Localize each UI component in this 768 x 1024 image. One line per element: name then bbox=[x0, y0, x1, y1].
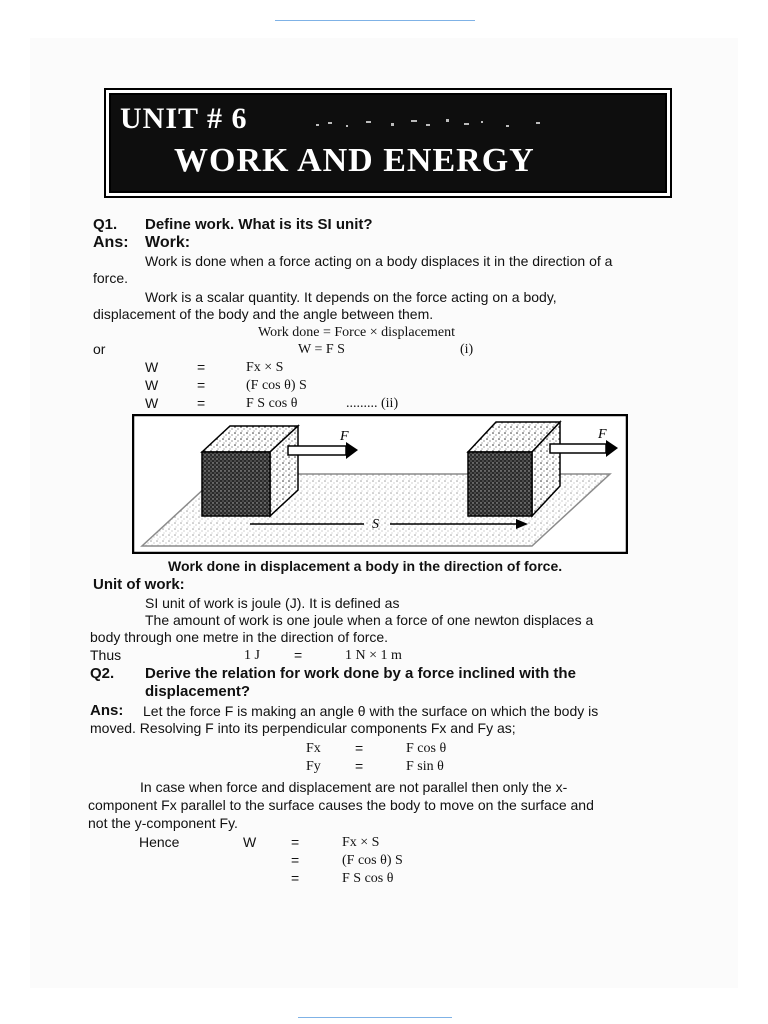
q2-para2-line2: component Fx parallel to the surface causes the body to move on the surface and bbox=[88, 797, 594, 813]
q1-para2-line2: displacement of the body and the angle between them. bbox=[93, 306, 434, 322]
q1-ans-heading: Work: bbox=[145, 234, 191, 251]
q2-component-x-lhs: Fx bbox=[306, 741, 321, 756]
q1-para2-line1: Work is a scalar quantity. It depends on the force acting on a body, bbox=[145, 289, 557, 305]
q1-row-lhs: W bbox=[145, 359, 159, 375]
q2-para2-line1: In case when force and displacement are not parallel then only the x- bbox=[140, 779, 568, 795]
q2-component-x-eq: = bbox=[355, 740, 364, 756]
unit-title: WORK AND ENERGY bbox=[174, 142, 535, 179]
q1-equation-1-number: (i) bbox=[460, 342, 474, 357]
q2-component-y-eq: = bbox=[355, 758, 364, 774]
q2-component-y-lhs: Fy bbox=[306, 759, 321, 774]
q1-row-rhs: (F cos θ) S bbox=[246, 378, 307, 393]
force-label-2: F bbox=[598, 427, 607, 442]
q2-para1-line2: moved. Resolving F into its perpendicular components Fx and Fy as; bbox=[90, 720, 516, 736]
unit-banner bbox=[104, 88, 672, 198]
unit-of-work-heading: Unit of work: bbox=[93, 576, 185, 593]
q1-label: Q1. bbox=[93, 216, 118, 233]
q1-row-rhs: F S cos θ bbox=[246, 396, 298, 411]
q1-equation-work-done: Work done = Force × displacement bbox=[258, 325, 455, 340]
unit-line-3: body through one metre in the direction of force. bbox=[90, 629, 389, 645]
q1-row-rhs: Fx × S bbox=[246, 360, 284, 375]
q1-equation-1: W = F S bbox=[298, 342, 345, 357]
force-label-1: F bbox=[340, 429, 349, 444]
q1-question: Define work. What is its SI unit? bbox=[145, 216, 373, 233]
q1-or: or bbox=[93, 341, 106, 357]
q2-hence-eq: = bbox=[291, 834, 300, 850]
q1-para1-line2: force. bbox=[93, 270, 129, 286]
thus-lhs: 1 J bbox=[244, 648, 260, 663]
q2-hence-eq: = bbox=[291, 870, 300, 886]
unit-number: UNIT # 6 bbox=[120, 102, 248, 135]
q2-hence-rhs: F S cos θ bbox=[342, 871, 394, 886]
thus-label: Thus bbox=[90, 647, 122, 663]
block-initial bbox=[202, 426, 298, 516]
banner-scan-noise bbox=[306, 110, 566, 136]
work-displacement-figure bbox=[132, 414, 628, 554]
q1-para1-line1: Work is done when a force acting on a body displaces it in the direction of a bbox=[145, 253, 613, 269]
q2-para1-line1: Let the force F is making an angle θ with the surface on which the body is bbox=[143, 703, 599, 719]
figure-caption: Work done in displacement a body in the direction of force. bbox=[168, 558, 563, 574]
unit-line-2: The amount of work is one joule when a force of one newton displaces a bbox=[145, 612, 594, 628]
q1-row-eq: = bbox=[197, 395, 206, 411]
q1-row-eq: = bbox=[197, 377, 206, 393]
q1-row-lhs: W bbox=[145, 395, 159, 411]
q1-ans-label: Ans: bbox=[93, 234, 129, 251]
top-divider-line bbox=[275, 20, 475, 21]
q2-ans-label: Ans: bbox=[90, 702, 124, 719]
q1-row-eq: = bbox=[197, 359, 206, 375]
q2-hence-eq: = bbox=[291, 852, 300, 868]
q2-hence-rhs: (F cos θ) S bbox=[342, 853, 403, 868]
q2-component-y-rhs: F sin θ bbox=[406, 759, 444, 774]
q2-hence-rhs: Fx × S bbox=[342, 835, 380, 850]
q2-question-line2: displacement? bbox=[145, 683, 251, 700]
q2-component-x-rhs: F cos θ bbox=[406, 741, 447, 756]
unit-line-1: SI unit of work is joule (J). It is defined as bbox=[145, 595, 400, 611]
q1-equation-2-number: ......... (ii) bbox=[346, 396, 399, 411]
q1-row-lhs: W bbox=[145, 377, 159, 393]
q2-hence-w: W bbox=[243, 834, 257, 850]
q2-label: Q2. bbox=[90, 665, 115, 682]
thus-rhs: 1 N × 1 m bbox=[345, 648, 402, 663]
q2-question-line1: Derive the relation for work done by a force inclined with the bbox=[145, 665, 576, 682]
bottom-divider-line bbox=[298, 1017, 452, 1018]
thus-eq: = bbox=[294, 647, 303, 663]
displacement-label: S bbox=[372, 517, 379, 532]
q2-para2-line3: not the y-component Fy. bbox=[88, 815, 238, 831]
q2-hence: Hence bbox=[139, 834, 180, 850]
